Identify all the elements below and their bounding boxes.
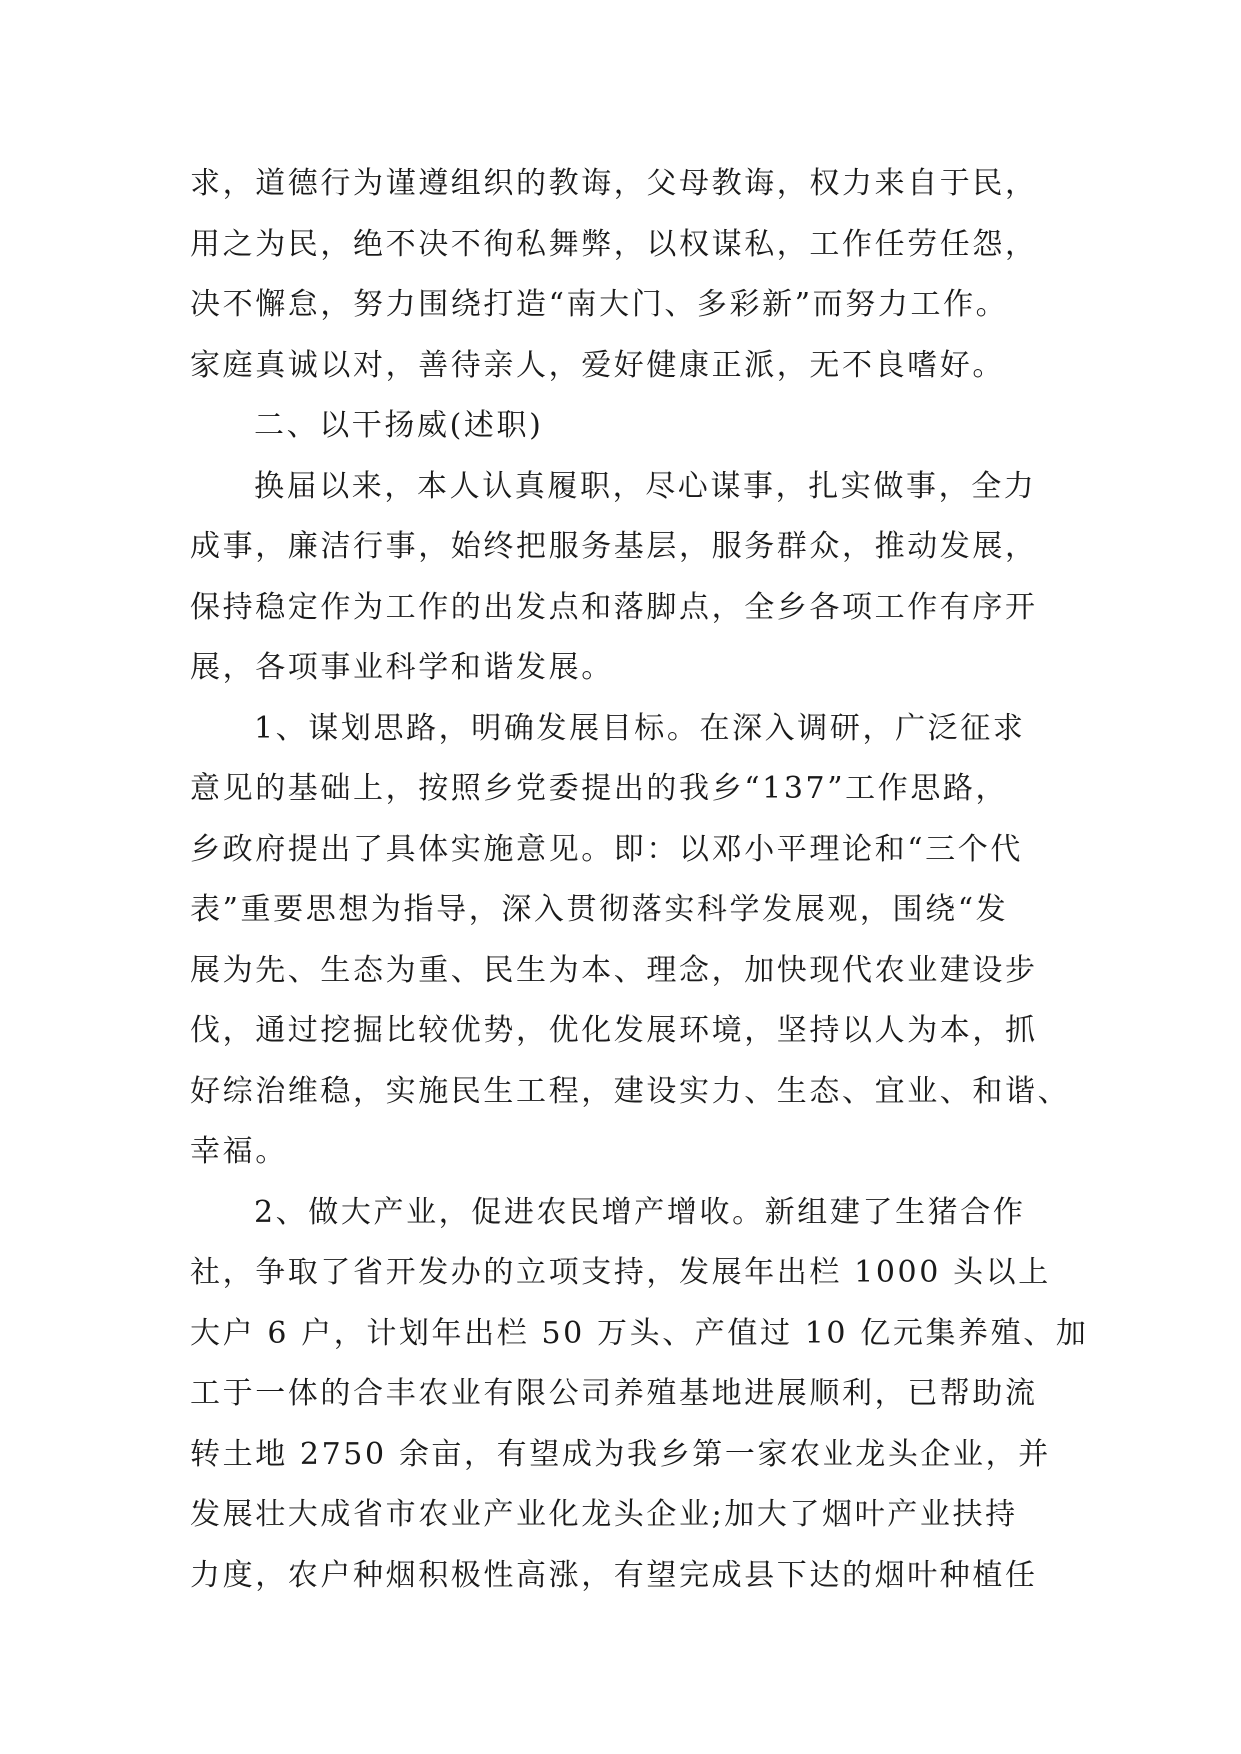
- text-line: 表”重要思想为指导，深入贯彻落实科学发展观，围绕“发: [190, 892, 1009, 927]
- text-line: 伐，通过挖掘比较优势，优化发展环境，坚持以人为本，抓: [190, 1013, 1038, 1048]
- paragraph: [190, 457, 1070, 699]
- text-line: 求，道德行为谨遵组织的教诲，父母教诲，权力来自于民，: [190, 166, 1038, 201]
- text-line: 好综治维稳，实施民生工程，建设实力、生态、宜业、和谐、: [190, 1073, 1071, 1109]
- text-line: 1、谋划思路，明确发展目标。在深入调研，广泛征求: [254, 710, 1026, 746]
- text-line: 保持稳定作为工作的出发点和落脚点，全乡各项工作有序开: [190, 589, 1038, 625]
- paragraph-continuation: [190, 154, 1070, 396]
- paragraph: [190, 1183, 1089, 1607]
- text-line: 工于一体的合丰农业有限公司养殖基地进展顺利，已帮助流: [190, 1376, 1038, 1411]
- text-line: 大户 6 户，计划年出栏 50 万头、产值过 10 亿元集养殖、加: [190, 1315, 1089, 1351]
- text-line: 转土地 2750 余亩，有望成为我乡第一家农业龙头企业，并: [190, 1436, 1051, 1472]
- document-body: [190, 154, 1089, 1606]
- text-line: 换届以来，本人认真履职，尽心谋事，扎实做事，全力: [254, 468, 1037, 504]
- text-line: 力度，农户种烟积极性高涨，有望完成县下达的烟叶种植任: [190, 1557, 1038, 1593]
- text-line: 展为先、生态为重、民生为本、理念，加快现代农业建设步: [190, 952, 1038, 988]
- text-line: 2、做大产业，促进农民增产增收。新组建了生猪合作: [254, 1194, 1026, 1230]
- heading-line: 二、以干扬威(述职): [254, 408, 544, 443]
- paragraph: [190, 699, 1070, 1183]
- text-line: 家庭真诚以对，善待亲人，爱好健康正派，无不良嗜好。: [190, 347, 1005, 383]
- section-heading: [190, 396, 1070, 457]
- text-line: 成事，廉洁行事，始终把服务基层，服务群众，推动发展，: [190, 529, 1038, 564]
- text-line: 社，争取了省开发办的立项支持，发展年出栏 1000 头以上: [190, 1255, 1051, 1290]
- text-line: 用之为民，绝不决不徇私舞弊，以权谋私，工作任劳任怨，: [190, 226, 1038, 262]
- text-line: 幸福。: [190, 1134, 288, 1169]
- text-line: 展，各项事业科学和谐发展。: [190, 650, 614, 685]
- text-line: 发展壮大成省市农业产业化龙头企业;加大了烟叶产业扶持: [190, 1497, 1018, 1532]
- text-line: 乡政府提出了具体实施意见。即：以邓小平理论和“三个代: [190, 831, 1023, 867]
- text-line: 决不懈怠，努力围绕打造“南大门、多彩新”而努力工作。: [190, 287, 1009, 322]
- text-line: 意见的基础上，按照乡党委提出的我乡“137”工作思路，: [190, 771, 1009, 806]
